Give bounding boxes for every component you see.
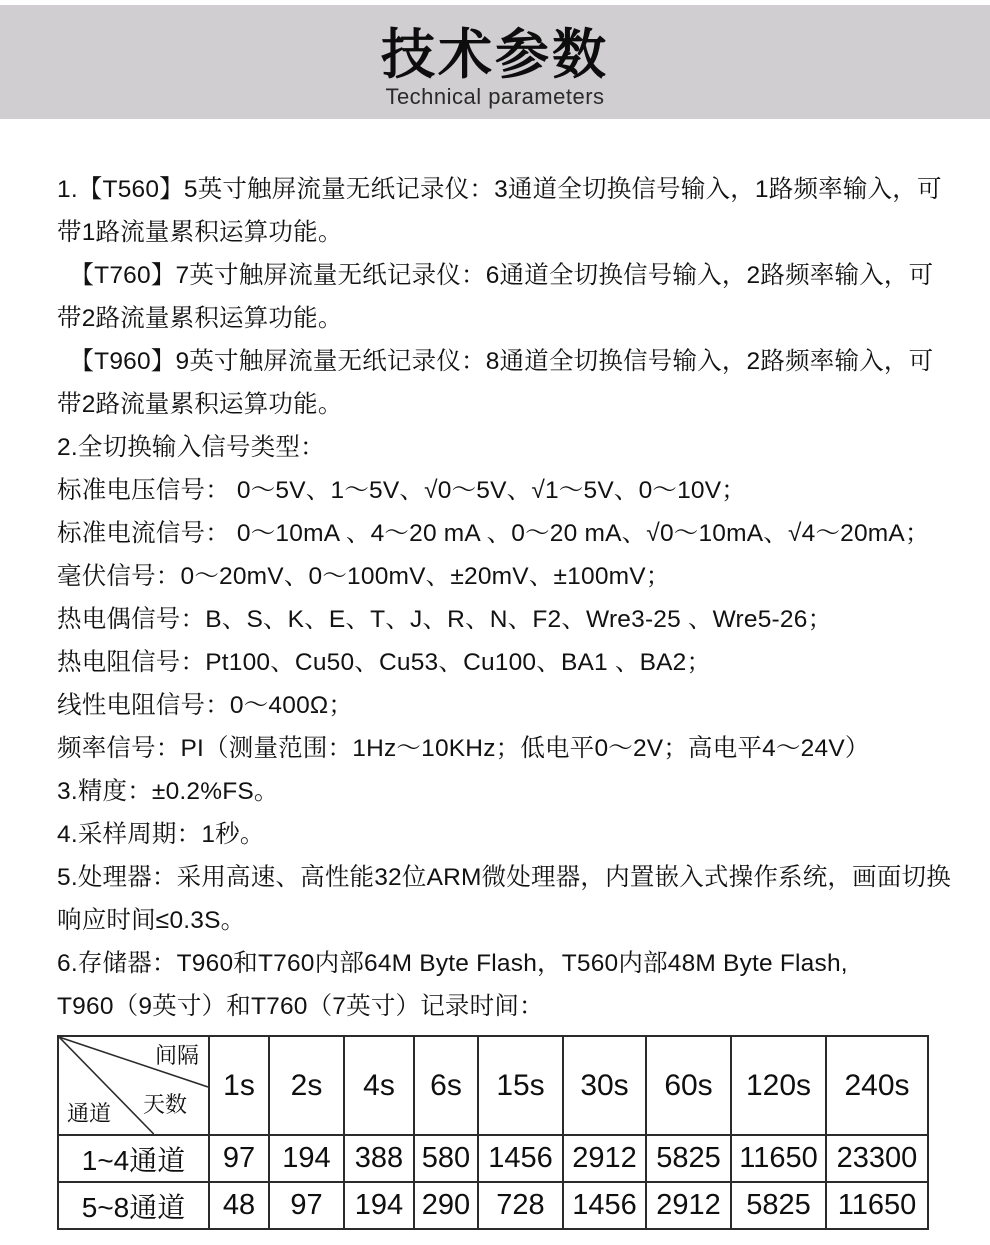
table-row [58, 1135, 928, 1182]
table-data-cell: 11650 [731, 1135, 826, 1182]
record-time-table [57, 1035, 929, 1230]
table-data-cell: 1456 [563, 1182, 646, 1229]
table-col-header: 15s [478, 1036, 563, 1135]
spec-line: 毫伏信号：0～20mV、0～100mV、±20mV、±100mV； [57, 563, 671, 590]
spec-line: 热电阻信号：Pt100、Cu50、Cu53、Cu100、BA1 、BA2； [57, 649, 712, 676]
table-col-header: 240s [826, 1036, 928, 1135]
table-row-label: 1~4通道 [58, 1135, 209, 1182]
table-data-cell: 23300 [826, 1135, 928, 1182]
table-col-header: 120s [731, 1036, 826, 1135]
corner-label-days: 天数 [143, 1092, 188, 1117]
spec-line: 6.存储器：T960和T760内部64M Byte Flash，T560内部48M Byte Flash, [57, 950, 848, 977]
spec-line: 【T960】9英寸触屏流量无纸记录仪：8通道全切换信号输入，2路频率输入，可 [57, 348, 934, 375]
spec-line: 【T760】7英寸触屏流量无纸记录仪：6通道全切换信号输入，2路频率输入，可 [57, 262, 934, 289]
spec-line: 热电偶信号：B、S、K、E、T、J、R、N、F2、Wre3-25 、Wre5-26； [57, 606, 833, 633]
table-corner-cell [58, 1036, 209, 1135]
table-data-cell: 580 [414, 1135, 478, 1182]
spec-line: 响应时间≤0.3S。 [57, 907, 246, 934]
table-data-cell: 194 [269, 1135, 344, 1182]
spec-line: 1.【T560】5英寸触屏流量无纸记录仪：3通道全切换信号输入，1路频率输入，可 [57, 176, 942, 203]
spec-line: 4.采样周期：1秒。 [57, 821, 265, 848]
table-col-header: 2s [269, 1036, 344, 1135]
table-col-header: 6s [414, 1036, 478, 1135]
table-data-cell: 2912 [646, 1182, 731, 1229]
table-data-cell: 1456 [478, 1135, 563, 1182]
spec-line: T960（9英寸）和T760（7英寸）记录时间： [57, 993, 544, 1020]
table-col-header: 4s [344, 1036, 414, 1135]
table-data-cell: 290 [414, 1182, 478, 1229]
spec-line: 2.全切换输入信号类型： [57, 434, 325, 461]
table-col-header: 60s [646, 1036, 731, 1135]
spec-line: 线性电阻信号：0～400Ω； [57, 692, 354, 719]
table-data-cell: 11650 [826, 1182, 928, 1229]
spec-line: 带2路流量累积运算功能。 [57, 305, 343, 332]
table-data-cell: 388 [344, 1135, 414, 1182]
table-data-cell: 194 [344, 1182, 414, 1229]
spec-line: 频率信号：PI（测量范围：1Hz～10KHz；低电平0～2V；高电平4～24V） [57, 735, 870, 762]
table-data-cell: 97 [209, 1135, 269, 1182]
table-row [58, 1182, 928, 1229]
spec-line: 标准电流信号： 0～10mA 、4～20 mA 、0～20 mA、√0～10mA、√4～20mA； [57, 520, 930, 547]
table-data-cell: 2912 [563, 1135, 646, 1182]
corner-label-channel: 通道 [67, 1101, 112, 1126]
spec-line: 带1路流量累积运算功能。 [57, 219, 343, 246]
page-title: 技术参数 [381, 25, 609, 85]
table-col-header: 1s [209, 1036, 269, 1135]
spec-line: 标准电压信号： 0～5V、1～5V、√0～5V、√1～5V、0～10V； [57, 477, 746, 504]
table-data-cell: 728 [478, 1182, 563, 1229]
table-data-cell: 5825 [646, 1135, 731, 1182]
corner-label-interval: 间隔 [154, 1043, 199, 1068]
spec-line: 5.处理器：采用高速、高性能32位ARM微处理器，内置嵌入式操作系统，画面切换 [57, 864, 951, 891]
page-subtitle: Technical parameters [385, 84, 605, 109]
spec-text-block [57, 168, 957, 1028]
header-band [0, 5, 990, 119]
table-col-header: 30s [563, 1036, 646, 1135]
table-header-row [58, 1036, 928, 1135]
table-data-cell: 5825 [731, 1182, 826, 1229]
table-row-label: 5~8通道 [58, 1182, 209, 1229]
spec-line: 3.精度：±0.2%FS。 [57, 778, 279, 805]
table-data-cell: 97 [269, 1182, 344, 1229]
spec-line: 带2路流量累积运算功能。 [57, 391, 343, 418]
table-data-cell: 48 [209, 1182, 269, 1229]
